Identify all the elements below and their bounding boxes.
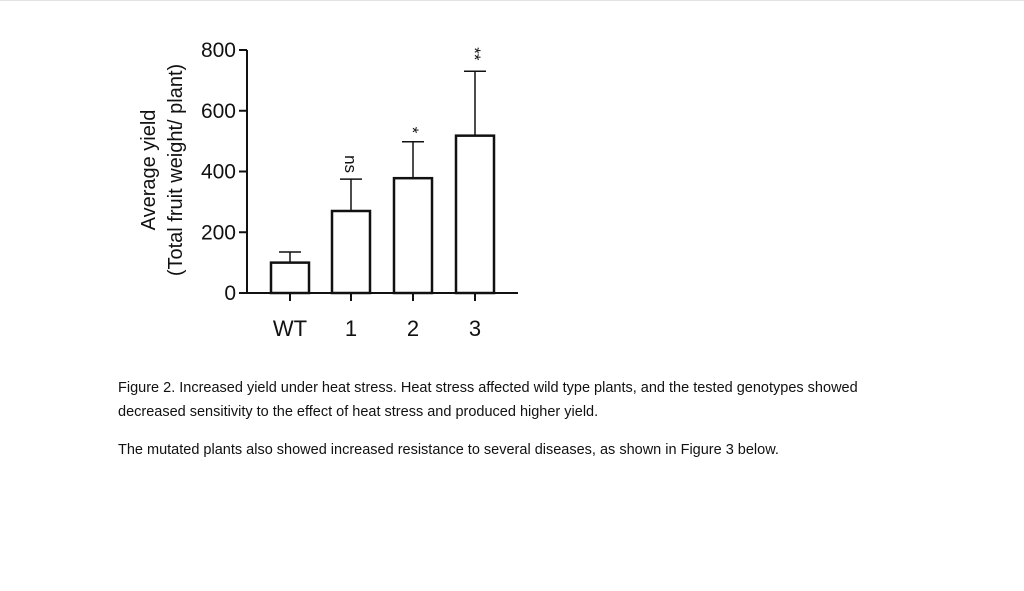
significance-label-1: ns: [341, 155, 360, 174]
x-tick-label-1: 1: [344, 316, 358, 341]
significance-label-3: **: [465, 47, 484, 61]
significance-label-2: *: [403, 126, 422, 134]
y-tick-label: 800: [200, 39, 236, 62]
x-tick-label-3: 3: [468, 316, 482, 341]
bar-1: [332, 211, 370, 293]
yield-bar-chart: [0, 0, 560, 350]
y-axis-title-line2: (Total fruit weight/ plant): [165, 63, 187, 277]
bar-3: [456, 136, 494, 293]
x-tick-label-WT: WT: [272, 316, 308, 341]
y-tick-label: 0: [224, 282, 236, 305]
x-tick-label-2: 2: [406, 316, 420, 341]
y-tick-label: 600: [200, 99, 236, 123]
body-paragraph: The mutated plants also showed increased resistance to several diseases, as shown in Figure 3 below.: [118, 442, 779, 458]
figure-caption: Figure 2. Increased yield under heat stress. Heat stress affected wild type plants, and the tested genotypes showed decreased sensitivity to the effect of heat stress and produced higher yield.: [118, 380, 858, 420]
y-axis-title-line1: Average yield: [138, 109, 160, 231]
bar-2: [394, 178, 432, 293]
y-tick-label: 400: [200, 160, 236, 184]
y-tick-label: 200: [200, 221, 236, 245]
bar-WT: [271, 263, 309, 293]
